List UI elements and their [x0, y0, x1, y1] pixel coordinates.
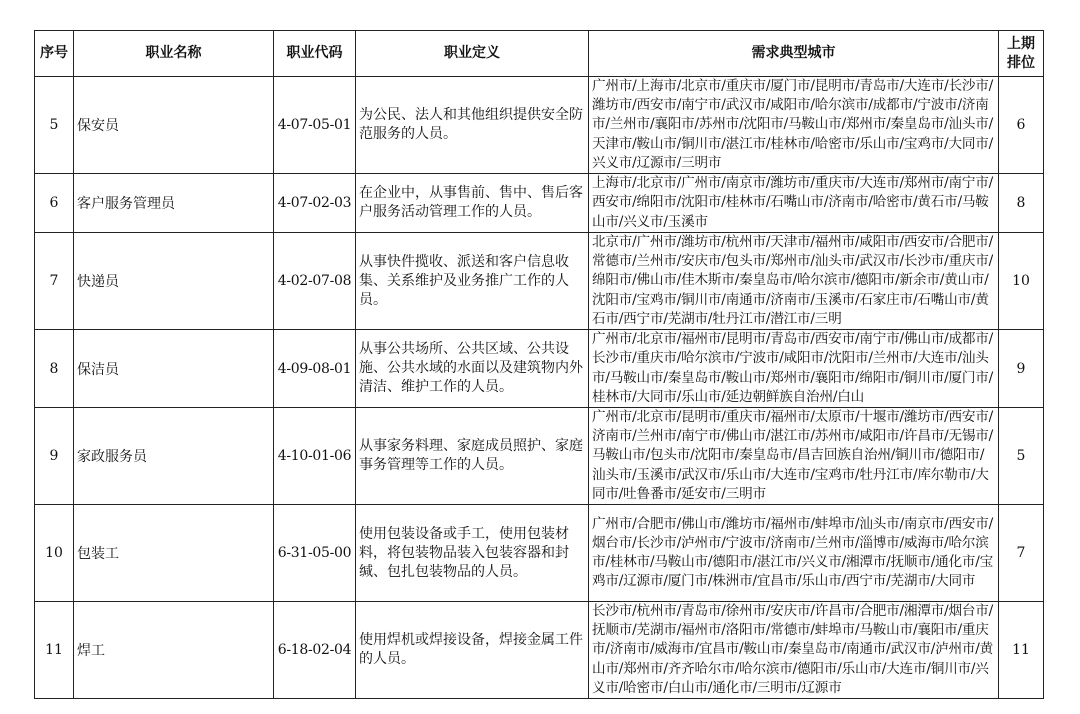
- row-occupation-definition: 从事快件揽收、派送和客户信息收集、关系维护及业务推广工作的人员。: [356, 233, 589, 330]
- header-no: 序号: [35, 31, 74, 77]
- row-no: 8: [35, 330, 74, 408]
- row-occupation-name: 家政服务员: [74, 408, 274, 505]
- header-typical-cities: 需求典型城市: [589, 31, 999, 77]
- row-occupation-name: 焊工: [74, 602, 274, 699]
- row-no: 11: [35, 602, 74, 699]
- row-occupation-name: 保安员: [74, 77, 274, 174]
- row-no: 7: [35, 233, 74, 330]
- row-typical-cities: 广州市/合肥市/佛山市/潍坊市/福州市/蚌埠市/汕头市/南京市/西安市/烟台市/长沙市/泸州市/宁波市/济南市/兰州市/淄博市/威海市/哈尔滨市/桂林市/马鞍山市/德阳市/湛江市/兴义市/湘潭市/抚顺市/通化市/宝鸡市/辽源市/厦门市/株洲市/宜昌市/乐山市/西宁市/芜湖市/大同市: [589, 505, 999, 602]
- row-occupation-name: 客户服务管理员: [74, 174, 274, 233]
- row-typical-cities: 广州市/北京市/昆明市/重庆市/福州市/太原市/十堰市/潍坊市/西安市/济南市/兰州市/南宁市/佛山市/湛江市/苏州市/咸阳市/许昌市/无锡市/马鞍山市/包头市/沈阳市/秦皇岛市/昌吉回族自治州/铜川市/德阳市/汕头市/玉溪市/武汉市/乐山市/大连市/宝鸡市/牡丹江市/库尔勒市/大同市/吐鲁番市/延安市/三明市: [589, 408, 999, 505]
- row-occupation-code: 4-09-08-01: [274, 330, 356, 408]
- row-typical-cities: 广州市/上海市/北京市/重庆市/厦门市/昆明市/青岛市/大连市/长沙市/潍坊市/西安市/南宁市/武汉市/咸阳市/哈尔滨市/成都市/宁波市/济南市/兰州市/襄阳市/苏州市/沈阳市/马鞍山市/郑州市/秦皇岛市/汕头市/天津市/鞍山市/铜川市/湛江市/桂林市/哈密市/乐山市/宝鸡市/大同市/兴义市/辽源市/三明市: [589, 77, 999, 174]
- row-occupation-code: 6-18-02-04: [274, 602, 356, 699]
- row-last-rank: 5: [999, 408, 1044, 505]
- row-last-rank: 11: [999, 602, 1044, 699]
- row-occupation-definition: 从事公共场所、公共区域、公共设施、公共水域的水面以及建筑物内外清洁、维护工作的人员。: [356, 330, 589, 408]
- row-occupation-name: 快递员: [74, 233, 274, 330]
- row-last-rank: 6: [999, 77, 1044, 174]
- header-last-rank: 上期排位: [999, 31, 1044, 77]
- row-typical-cities: 广州市/北京市/福州市/昆明市/青岛市/西安市/南宁市/佛山市/成都市/长沙市/重庆市/哈尔滨市/宁波市/咸阳市/沈阳市/兰州市/大连市/汕头市/马鞍山市/秦皇岛市/鞍山市/郑州市/襄阳市/绵阳市/铜川市/厦门市/桂林市/大同市/乐山市/延边朝鲜族自治州/白山: [589, 330, 999, 408]
- row-typical-cities: 北京市/广州市/潍坊市/杭州市/天津市/福州市/咸阳市/西安市/合肥市/常德市/兰州市/安庆市/包头市/郑州市/汕头市/武汉市/长沙市/重庆市/绵阳市/佛山市/佳木斯市/秦皇岛市/哈尔滨市/德阳市/新余市/黄山市/沈阳市/宝鸡市/铜川市/南通市/济南市/玉溪市/石家庄市/石嘴山市/黄石市/西宁市/芜湖市/牡丹江市/潜江市/三明: [589, 233, 999, 330]
- row-no: 10: [35, 505, 74, 602]
- row-no: 6: [35, 174, 74, 233]
- row-occupation-name: 保洁员: [74, 330, 274, 408]
- table-row: [35, 77, 1044, 174]
- table-row: [35, 408, 1044, 505]
- row-occupation-code: 4-10-01-06: [274, 408, 356, 505]
- row-occupation-code: 4-02-07-08: [274, 233, 356, 330]
- occupation-demand-table: [34, 30, 1044, 699]
- row-last-rank: 8: [999, 174, 1044, 233]
- table-row: [35, 174, 1044, 233]
- row-occupation-code: 4-07-05-01: [274, 77, 356, 174]
- table-row: [35, 602, 1044, 699]
- header-occupation-definition: 职业定义: [356, 31, 589, 77]
- row-last-rank: 9: [999, 330, 1044, 408]
- row-no: 9: [35, 408, 74, 505]
- row-typical-cities: 长沙市/杭州市/青岛市/徐州市/安庆市/许昌市/合肥市/湘潭市/烟台市/抚顺市/芜湖市/福州市/洛阳市/常德市/蚌埠市/马鞍山市/襄阳市/重庆市/济南市/威海市/宜昌市/鞍山市/秦皇岛市/南通市/武汉市/泸州市/黄山市/郑州市/齐齐哈尔市/哈尔滨市/德阳市/乐山市/大连市/铜川市/兴义市/哈密市/白山市/通化市/三明市/辽源市: [589, 602, 999, 699]
- row-occupation-code: 6-31-05-00: [274, 505, 356, 602]
- row-last-rank: 7: [999, 505, 1044, 602]
- table-row: [35, 505, 1044, 602]
- header-occupation-name: 职业名称: [74, 31, 274, 77]
- row-occupation-name: 包装工: [74, 505, 274, 602]
- row-last-rank: 10: [999, 233, 1044, 330]
- row-occupation-definition: 使用焊机或焊接设备，焊接金属工件的人员。: [356, 602, 589, 699]
- table-header-row: [35, 31, 1044, 77]
- row-typical-cities: 上海市/北京市/广州市/南京市/潍坊市/重庆市/大连市/郑州市/南宁市/西安市/绵阳市/沈阳市/桂林市/石嘴山市/济南市/哈密市/黄石市/马鞍山市/兴义市/玉溪市: [589, 174, 999, 233]
- table-row: [35, 330, 1044, 408]
- row-occupation-definition: 从事家务料理、家庭成员照护、家庭事务管理等工作的人员。: [356, 408, 589, 505]
- row-occupation-code: 4-07-02-03: [274, 174, 356, 233]
- row-occupation-definition: 为公民、法人和其他组织提供安全防范服务的人员。: [356, 77, 589, 174]
- row-no: 5: [35, 77, 74, 174]
- table-row: [35, 233, 1044, 330]
- row-occupation-definition: 在企业中，从事售前、售中、售后客户服务活动管理工作的人员。: [356, 174, 589, 233]
- header-occupation-code: 职业代码: [274, 31, 356, 77]
- row-occupation-definition: 使用包装设备或手工，使用包装材料，将包装物品装入包装容器和封缄、包扎包装物品的人员。: [356, 505, 589, 602]
